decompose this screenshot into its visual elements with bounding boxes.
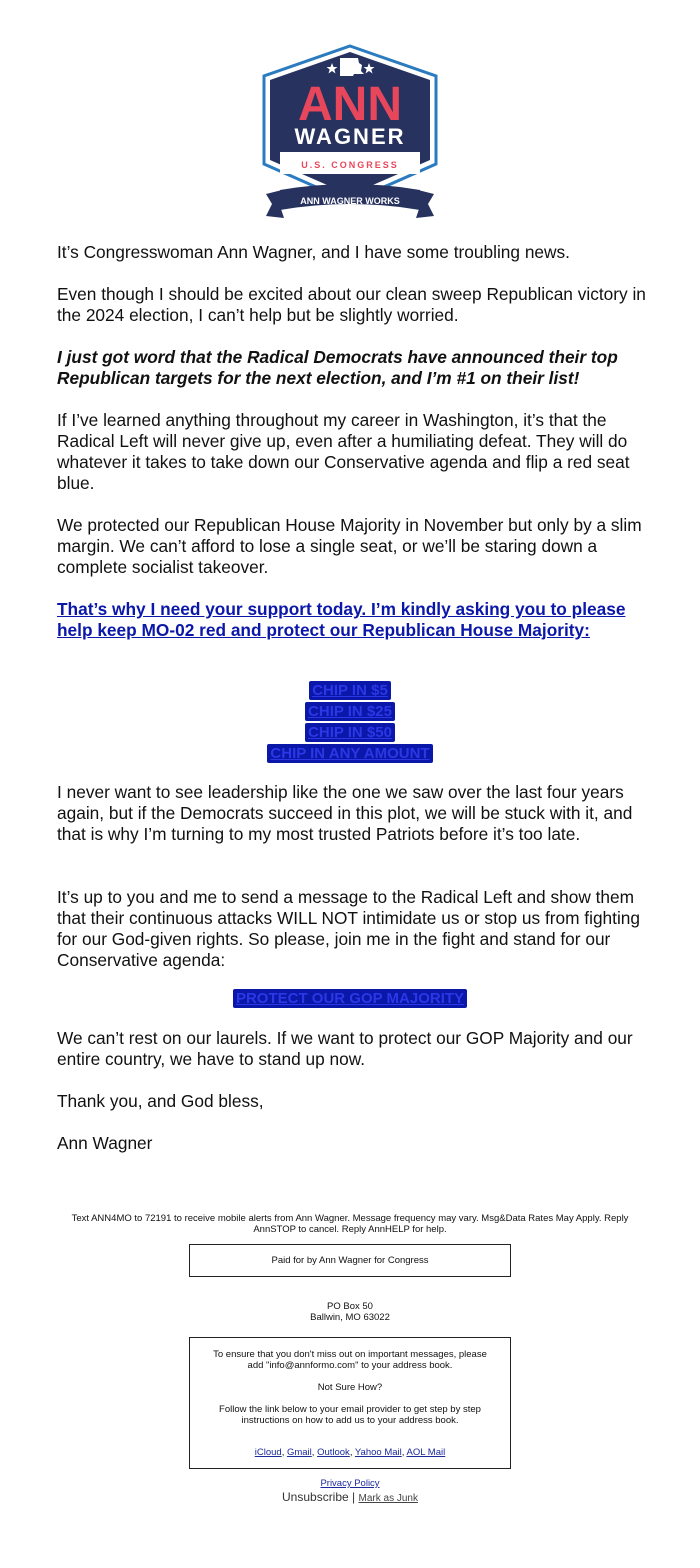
closing-line: Thank you, and God bless, (57, 1091, 264, 1111)
yahoo-mail-link[interactable]: Yahoo Mail (354, 1447, 402, 1458)
intro-paragraph: It’s Congresswoman Ann Wagner, and I have some troubling news. (57, 242, 570, 262)
laurels-paragraph: We can’t rest on our laurels. If we want to protect our GOP Majority and our entire country, we have to stand up now. (57, 1028, 633, 1069)
follow-text: Follow the link below to your email provider to get step by step instructions on how to add us to your address book. (219, 1404, 481, 1426)
paid-for-text: Paid for by Ann Wagner for Congress (271, 1255, 429, 1266)
logo-subtitle-text: U.S. CONGRESS (301, 160, 399, 170)
address-line-2: Ballwin, MO 63022 (310, 1312, 390, 1323)
address-line-1: PO Box 50 (327, 1301, 373, 1312)
mark-as-junk-link[interactable]: Mark as Junk (358, 1493, 418, 1504)
protect-majority-button[interactable]: PROTECT OUR GOP MAJORITY (233, 989, 467, 1008)
outlook-link[interactable]: Outlook (317, 1447, 350, 1458)
sms-disclaimer: Text ANN4MO to 72191 to receive mobile alerts from Ann Wagner. Message frequency may vary. Msg&Data Rates May Apply. Reply AnnSTOP to cancel. Reply AnnHELP for help. (71, 1213, 629, 1235)
majority-paragraph: We protected our Republican House Majority in November but only by a slim margin. We can’t afford to lose a single seat, or we’ll be staring down a complete socialist takeover. (57, 515, 642, 577)
email-body (57, 242, 647, 263)
aol-mail-link[interactable]: AOL Mail (406, 1447, 446, 1458)
footer-separator: | (352, 1490, 356, 1504)
logo-ribbon-text: ANN WAGNER WORKS (300, 196, 400, 206)
donation-buttons (0, 681, 700, 763)
leadership-paragraph: I never want to see leadership like the one we saw over the last four years again, but if the Democrats succeed in this plot, we will be stuck with it, and that is why I’m turning to my most trusted Patriots before it’s too late. (57, 782, 633, 844)
signature: Ann Wagner (57, 1133, 153, 1153)
unsubscribe-text[interactable]: Unsubscribe (282, 1490, 349, 1504)
provider-links: iCloud, Gmail, Outlook, Yahoo Mail, AOL Mail (254, 1447, 446, 1458)
message-paragraph: It’s up to you and me to send a message to the Radical Left and show them that their continuous attacks WILL NOT intimidate us or stop us from fighting for our God-given rights. So please, join me in the fight and stand for our Conservative agenda: (57, 887, 641, 970)
paid-for-box (189, 1244, 511, 1277)
gmail-link[interactable]: Gmail (286, 1447, 312, 1458)
radical-left-paragraph: If I’ve learned anything throughout my career in Washington, it’s that the Radical Left will never give up, even after a humiliating defeat. They will do whatever it takes to take down our Conservative agenda and flip a red seat blue. (57, 410, 630, 493)
chip-in-25-button[interactable]: CHIP IN $25 (305, 702, 395, 721)
logo-graphic (258, 44, 442, 220)
targets-paragraph: I just got word that the Radical Democrats have announced their top Republican targets for the next election, and I’m #1 on their list! (57, 347, 618, 388)
chip-in-5-button[interactable]: CHIP IN $5 (309, 681, 391, 700)
address-book-box (189, 1337, 511, 1469)
chip-in-any-amount-button[interactable]: CHIP IN ANY AMOUNT (267, 744, 432, 763)
campaign-logo (258, 44, 442, 220)
support-cta-link[interactable]: That’s why I need your support today. I’m kindly asking you to please help keep MO-02 red and protect our Republican House Majority: (57, 599, 626, 640)
ensure-text: To ensure that you don't miss out on important messages, please add "info@annformo.com" to your address book. (213, 1349, 487, 1371)
icloud-link[interactable]: iCloud (254, 1447, 282, 1458)
logo-wagner-text: WAGNER (294, 124, 406, 149)
privacy-policy-link[interactable]: Privacy Policy (320, 1478, 380, 1489)
not-sure-text: Not Sure How? (317, 1382, 383, 1393)
logo-ann-text: ANN (298, 78, 402, 131)
worry-paragraph: Even though I should be excited about our clean sweep Republican victory in the 2024 election, I can’t help but be slightly worried. (57, 284, 646, 325)
chip-in-50-button[interactable]: CHIP IN $50 (305, 723, 395, 742)
